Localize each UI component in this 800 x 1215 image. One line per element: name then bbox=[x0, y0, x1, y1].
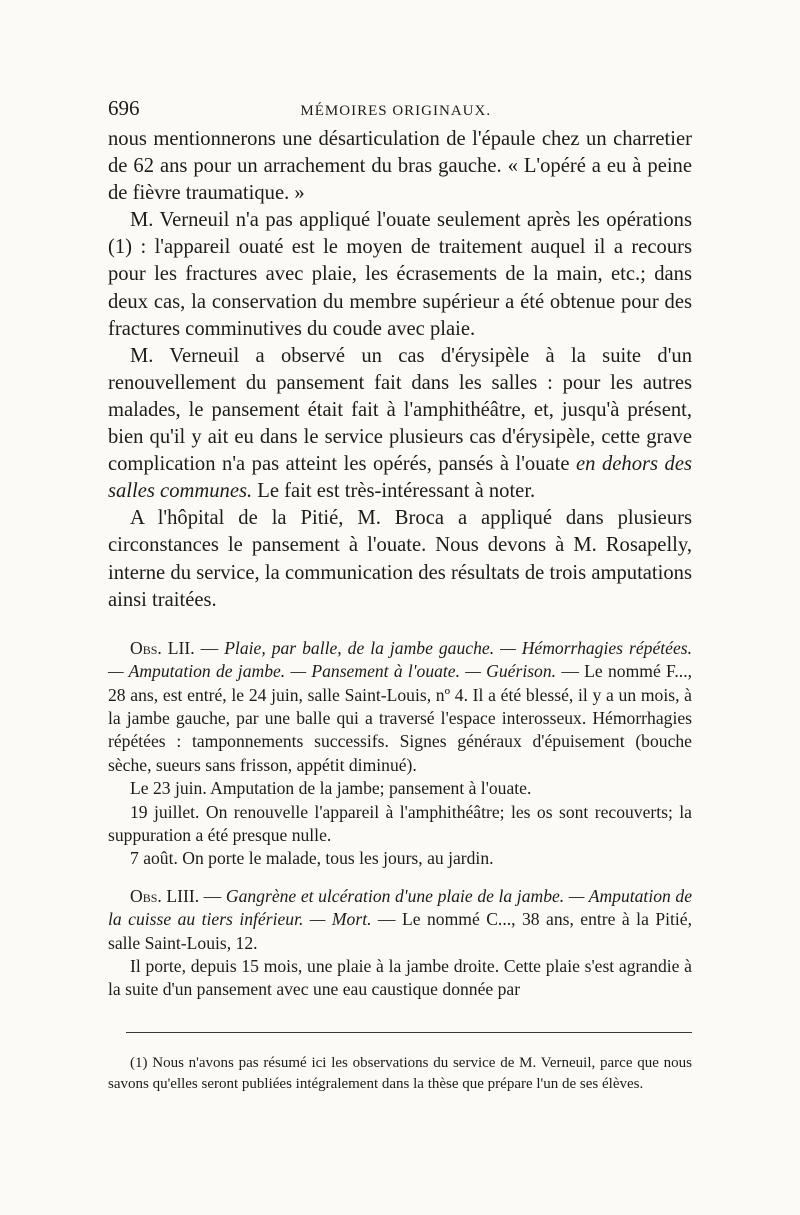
obs52-paragraph-2: Le 23 juin. Amputation de la jambe; pansement à l'ouate. bbox=[130, 778, 532, 799]
paragraph-2: M. Verneuil n'a pas appliqué l'ouate seulement après les opérations (1) : l'appareil ouaté est le moyen de traitement auquel il a recours pour les fractures avec plaie, les écrasements de la main, etc.; dans deux cas, la conservation du membre supérieur a été obtenue pour des fractures comminutives du coude avec plaie. bbox=[108, 209, 692, 340]
page-header bbox=[108, 96, 692, 126]
obs52-paragraph-3: 19 juillet. On renouvelle l'appareil à l'amphithéâtre; les os sont recouverts; la suppuration a été presque nulle. bbox=[108, 801, 692, 845]
obs52-paragraph-1 bbox=[108, 637, 692, 777]
paragraph-3 bbox=[108, 343, 692, 506]
book-page bbox=[108, 96, 692, 1095]
observation-53 bbox=[108, 885, 692, 1002]
obs53-text: — Le nommé C..., 38 ans, entre à la Pitié, salle Saint-Louis, 12. bbox=[108, 909, 692, 953]
observation-52 bbox=[108, 637, 692, 871]
obs52-paragraph-4: 7 août. On porte le malade, tous les jours, au jardin. bbox=[130, 848, 494, 869]
paragraph-1: nous mentionnerons une désarticulation de l'épaule chez un charretier de 62 ans pour un arrachement du bras gauche. « L'opéré a eu à peine de fièvre traumatique. » bbox=[108, 128, 692, 205]
paragraph-3-italic: en dehors des salles communes. bbox=[108, 453, 693, 503]
obs52-title: Plaie, par balle, de la jambe gauche. — Hémorrhagies répétées. — Amputation de jambe. — Pansement à l'ouate. — Guérison. bbox=[108, 637, 693, 682]
footnote bbox=[108, 1053, 692, 1095]
paragraph-4: A l'hôpital de la Pitié, M. Broca a appliqué dans plusieurs circonstances le pansement à l'ouate. Nous devons à M. Rosapelly, interne du service, la communication des résultats de trois amputations ainsi traitées. bbox=[108, 507, 692, 611]
obs53-label: Obs. LIII. bbox=[130, 885, 200, 906]
running-title: MÉMOIRES ORIGINAUX. bbox=[300, 103, 492, 119]
paragraph-3-start: M. Verneuil a observé un cas d'érysipèle à la suite d'un renouvellement du pansement fait dans les salles : pour les autres malades, le pansement était fait à l'amphithéâtre, et, jusqu'à présent, bien qu'il y ait eu dans le service plusieurs cas d'érysipèle, cette grave complication n'a pas atteint les opérés, pansés à l'ouate bbox=[108, 344, 692, 476]
obs53-paragraph-2: Il porte, depuis 15 mois, une plaie à la jambe droite. Cette plaie s'est agrandie à la suite d'un pansement avec une eau caustique donnée par bbox=[108, 955, 692, 1000]
footnote-text: (1) Nous n'avons pas résumé ici les observations du service de M. Verneuil, parce que nous savons qu'elles seront publiées intégralement dans la thèse que prépare l'un de ses élèves. bbox=[108, 1054, 692, 1092]
main-text bbox=[108, 126, 692, 614]
obs53-separator: — bbox=[199, 885, 226, 906]
footnote-rule bbox=[126, 1032, 692, 1033]
obs52-separator: — bbox=[194, 637, 225, 658]
obs53-title: Gangrène et ulcération d'une plaie de la jambe. — Amputation de la cuisse au tiers inférieur. — Mort. bbox=[108, 885, 693, 930]
page-number: 696 bbox=[108, 96, 140, 120]
obs53-paragraph-1 bbox=[108, 885, 692, 955]
obs52-label: Obs. LII. bbox=[130, 637, 195, 658]
obs52-text: — Le nommé F..., 28 ans, est entré, le 24 juin, salle Saint-Louis, nº 4. Il a été blessé, il y a un mois, à la jambe gauche, par une balle qui a traversé l'espace interosseux. Hémorrhagies répétées : tamponnements successifs. Signes généraux d'épuisement (bouche sèche, sueurs sans frisson, appétit diminué). bbox=[108, 661, 692, 775]
paragraph-3-end: Le fait est très-intéressant à noter. bbox=[252, 480, 536, 503]
